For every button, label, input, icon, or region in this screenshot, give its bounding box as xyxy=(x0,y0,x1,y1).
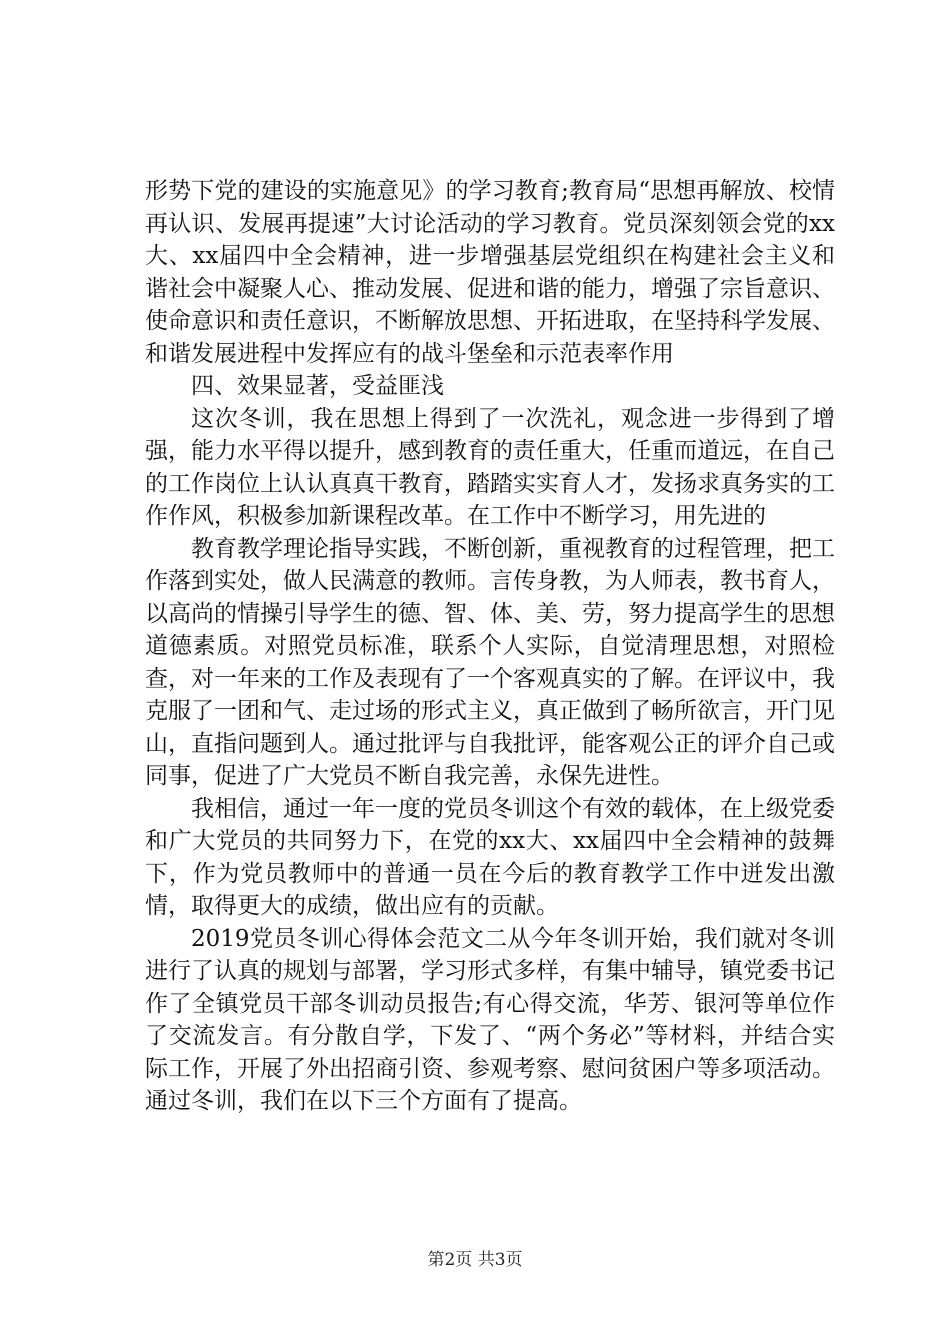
paragraph: 这次冬训，我在思想上得到了一次洗礼，观念进一步得到了增强，能力水平得以提升，感到教育的责任重大，任重而道远，在自己的工作岗位上认认真真干教育，踏踏实实育人才，发扬求真务实的工作作风，积极参加新课程改革。在工作中不断学习，用先进的 xyxy=(145,405,835,529)
section-heading: 四、效果显著，受益匪浅 xyxy=(191,373,444,399)
paragraph: 教育教学理论指导实践，不断创新，重视教育的过程管理，把工作落到实处，做人民满意的教师。言传身教，为人师表，教书育人，以高尚的情操引导学生的德、智、体、美、劳，努力提高学生的思想道德素质。对照党员标准，联系个人实际，自觉清理思想，对照检查，对一年来的工作及表现有了一个客观真实的了解。在评议中，我克服了一团和气、走过场的形式主义，真正做到了畅所欲言，开门见山，直指问题到人。通过批评与自我批评，能客观公正的评介自己或同事，促进了广大党员不断自我完善，永保先进性。 xyxy=(145,535,835,789)
paragraph-continuation: 形势下党的建设的实施意见》的学习教育;教育局“思想再解放、校情再认识、发展再提速”大讨论活动的学习教育。党员深刻领会党的xx大、xx届四中全会精神，进一步增强基层党组织在构建社会主义和谐社会中凝聚人心、推动发展、促进和谐的能力，增强了宗旨意识、使命意识和责任意识，不断解放思想、开拓进取，在坚持科学发展、和谐发展进程中发挥应有的战斗堡垒和示范表率作用 xyxy=(145,178,835,367)
document-body xyxy=(145,175,835,1118)
paragraph: 我相信，通过一年一度的党员冬训这个有效的载体，在上级党委和广大党员的共同努力下，在党的xx大、xx届四中全会精神的鼓舞下，作为党员教师中的普通一员在今后的教育教学工作中迸发出激情，取得更大的成绩，做出应有的贡献。 xyxy=(145,795,835,919)
paragraph: 2019党员冬训心得体会范文二从今年冬训开始，我们就对冬训进行了认真的规划与部署，学习形式多样，有集中辅导，镇党委书记作了全镇党员干部冬训动员报告;有心得交流，华芳、银河等单位作了交流发言。有分散自学，下发了、“两个务必”等材料，并结合实际工作，开展了外出招商引资、参观考察、慰问贫困户等多项活动。通过冬训，我们在以下三个方面有了提高。 xyxy=(145,925,835,1114)
page-number-footer: 第2页 共3页 xyxy=(427,1250,523,1270)
